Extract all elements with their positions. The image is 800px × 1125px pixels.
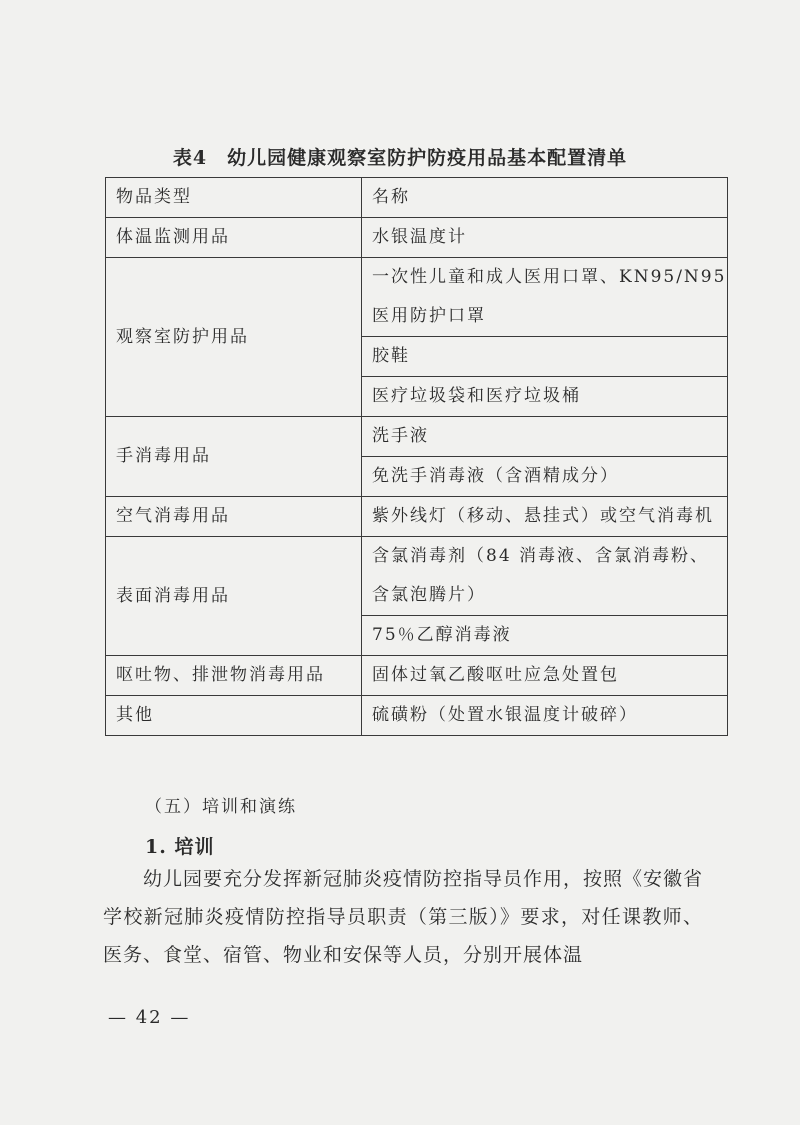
category-cell: 表面消毒用品 (106, 537, 362, 656)
item-cell: 胶鞋 (362, 337, 728, 377)
subsection-heading: 1. 培训 (145, 836, 215, 858)
supply-config-table (105, 177, 728, 736)
item-cell: 一次性儿童和成人医用口罩、KN95/N95 医用防护口罩 (362, 258, 728, 337)
category-cell: 呕吐物、排泄物消毒用品 (106, 656, 362, 696)
category-cell: 其他 (106, 696, 362, 736)
item-cell: 洗手液 (362, 417, 728, 457)
category-cell: 手消毒用品 (106, 417, 362, 497)
table-row (106, 537, 728, 616)
item-cell: 水银温度计 (362, 218, 728, 258)
section-heading: （五）培训和演练 (145, 797, 297, 817)
item-cell: 含氯消毒剂（84 消毒液、含氯消毒粉、含氯泡腾片） (362, 537, 728, 616)
item-cell: 硫磺粉（处置水银温度计破碎） (362, 696, 728, 736)
table-row (106, 497, 728, 537)
table-header-row (106, 178, 728, 218)
item-cell: 75％乙醇消毒液 (362, 616, 728, 656)
table-title: 表4 幼儿园健康观察室防护防疫用品基本配置清单 (172, 147, 628, 169)
header-type: 物品类型 (106, 178, 362, 218)
body-paragraph: 幼儿园要充分发挥新冠肺炎疫情防控指导员作用，按照《安徽省学校新冠肺炎疫情防控指导员职责（第三版）》要求，对任课教师、医务、食堂、宿管、物业和安保等人员，分别开展体温 (103, 868, 704, 966)
table-row (106, 218, 728, 258)
table-row (106, 417, 728, 457)
item-cell: 紫外线灯（移动、悬挂式）或空气消毒机 (362, 497, 728, 537)
table-row (106, 656, 728, 696)
item-cell: 医疗垃圾袋和医疗垃圾桶 (362, 377, 728, 417)
item-cell: 免洗手消毒液（含酒精成分） (362, 457, 728, 497)
table-row (106, 696, 728, 736)
table-row (106, 258, 728, 337)
item-cell: 固体过氧乙酸呕吐应急处置包 (362, 656, 728, 696)
category-cell: 体温监测用品 (106, 218, 362, 258)
header-name: 名称 (362, 178, 728, 218)
page-number: — 42 — (108, 1007, 191, 1028)
category-cell: 空气消毒用品 (106, 497, 362, 537)
category-cell: 观察室防护用品 (106, 258, 362, 417)
